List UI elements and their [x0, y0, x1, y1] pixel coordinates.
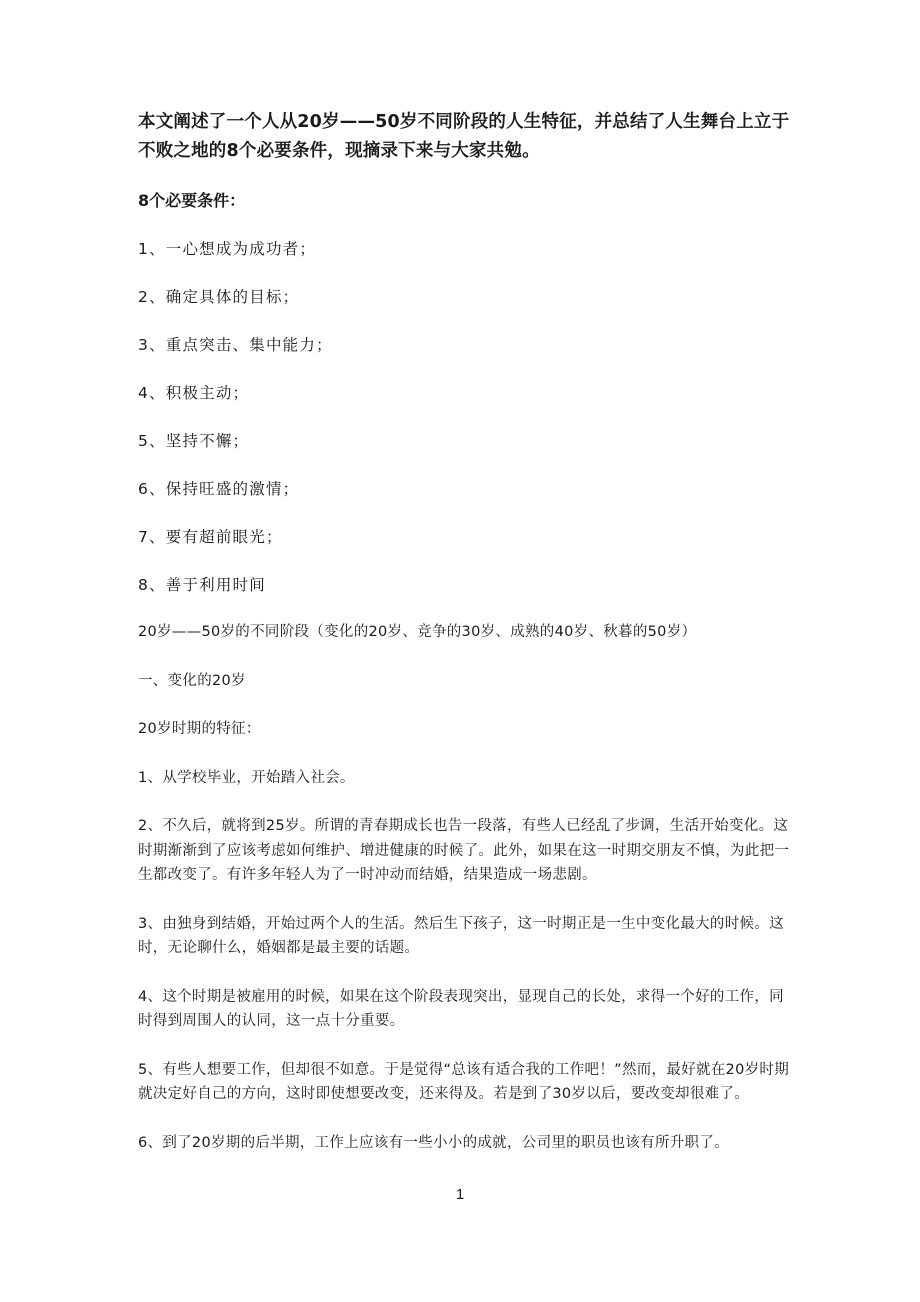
feature-paragraph: 4、这个时期是被雇用的时候，如果在这个阶段表现突出，显现自己的长处，求得一个好的工作，同时得到周围人的认同，这一点十分重要。	[138, 988, 784, 1029]
intro-paragraph: 本文阐述了一个人从20岁——50岁不同阶段的人生特征，并总结了人生舞台上立于不败之地的8个必要条件，现摘录下来与大家共勉。	[138, 112, 790, 161]
condition-item: 7、要有超前眼光；	[138, 528, 283, 546]
condition-item: 6、保持旺盛的激情；	[138, 480, 300, 498]
feature-paragraph: 3、由独身到结婚，开始过两个人的生活。然后生下孩子，这一时期正是一生中变化最大的时候。这时，无论聊什么，婚姻都是最主要的话题。	[138, 915, 784, 956]
feature-paragraph: 6、到了20岁期的后半期，工作上应该有一些小小的成就，公司里的职员也该有所升职了。	[138, 1134, 729, 1151]
feature-paragraph: 1、从学校毕业，开始踏入社会。	[138, 769, 355, 786]
condition-item: 5、坚持不懈；	[138, 432, 250, 450]
conditions-heading: 8个必要条件：	[138, 191, 246, 210]
section-title: 一、变化的20岁	[138, 672, 246, 689]
stages-heading: 20岁——50岁的不同阶段（变化的20岁、竞争的30岁、成熟的40岁、秋暮的50岁）	[138, 624, 697, 640]
feature-paragraph: 2、不久后，就将到25岁。所谓的青春期成长也告一段落，有些人已经乱了步调，生活开始变化。这时期渐渐到了应该考虑如何维护、增进健康的时候了。此外，如果在这一时期交朋友不慎，为此把一生都改变了。有许多年轻人为了一时冲动而结婚，结果造成一场悲剧。	[138, 818, 790, 883]
condition-item: 8、善于利用时间	[138, 576, 266, 594]
feature-paragraph: 5、有些人想要工作，但却很不如意。于是觉得“总该有适合我的工作吧！”然而，最好就在20岁时期就决定好自己的方向，这时即使想要改变，还来得及。若是到了30岁以后，要改变却很难了。	[138, 1061, 789, 1102]
condition-item: 4、积极主动；	[138, 384, 250, 402]
condition-item: 3、重点突击、集中能力；	[138, 336, 333, 354]
condition-item: 1、一心想成为成功者；	[138, 240, 317, 258]
document-body	[138, 108, 798, 1179]
features-heading: 20岁时期的特征：	[138, 721, 261, 737]
condition-item: 2、确定具体的目标；	[138, 288, 300, 306]
page-number: 1	[455, 1186, 465, 1203]
